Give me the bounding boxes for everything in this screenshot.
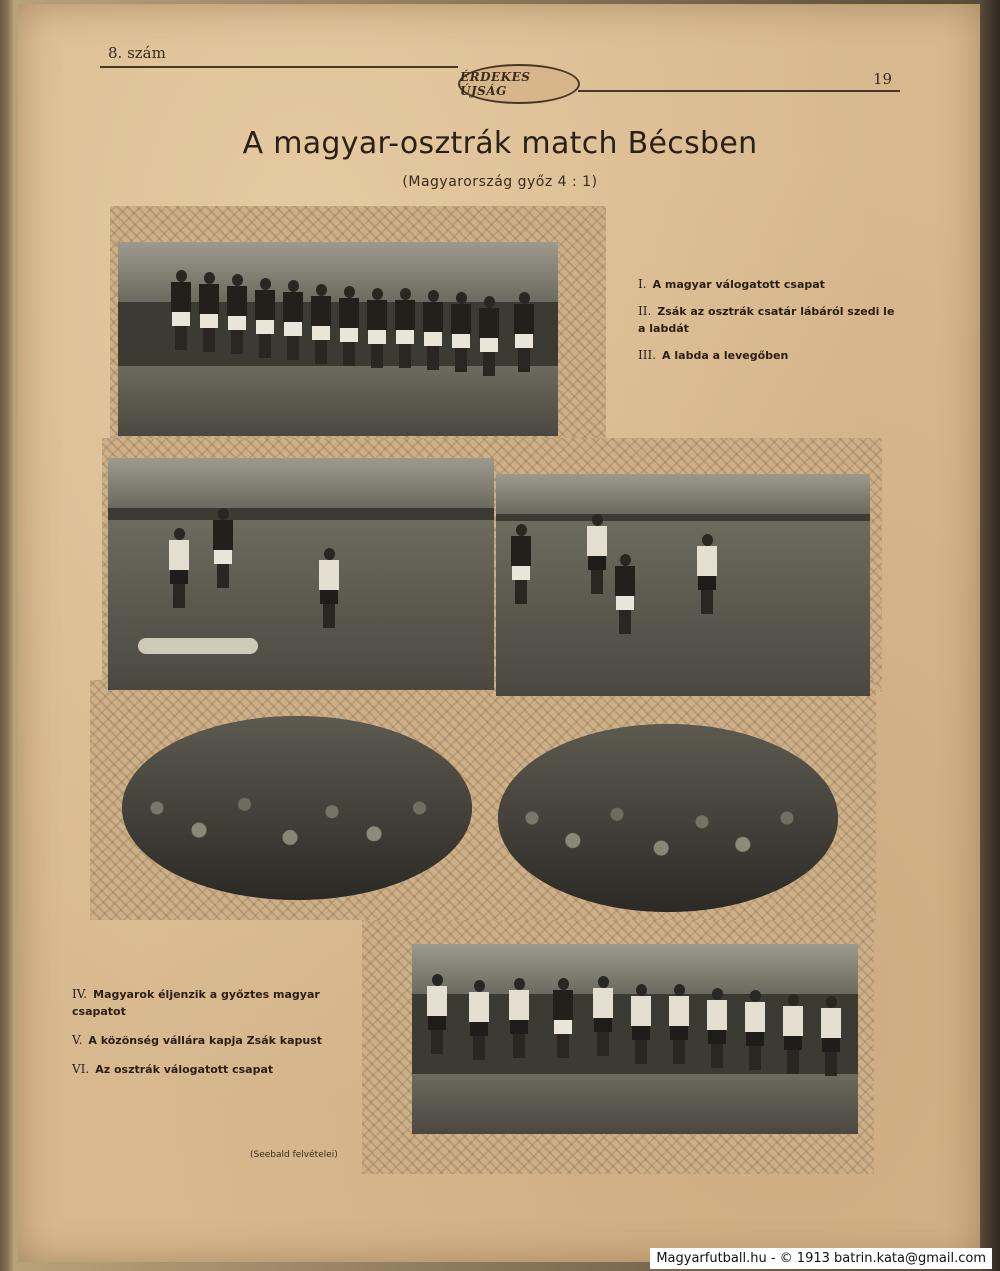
player-figure <box>168 528 190 608</box>
crowd-figures <box>122 716 472 900</box>
article-subtitle: (Magyarország győz 4 : 1) <box>402 174 598 190</box>
player-figure <box>282 280 304 360</box>
photo-austrian-team <box>412 944 858 1134</box>
player-figure <box>696 534 718 614</box>
player-figure <box>366 288 388 368</box>
player-figure <box>338 286 360 366</box>
photo-oval-fans-cheering <box>122 716 472 900</box>
caption-number: I. <box>638 277 647 291</box>
photo-sky <box>496 474 870 514</box>
player-figure <box>668 984 690 1064</box>
photo-hungarian-team <box>118 242 558 436</box>
caption-number: II. <box>638 304 652 318</box>
site-watermark: Magyarfutball.hu - © 1913 batrin.kata@gmail.com <box>650 1248 992 1269</box>
magazine-logo <box>458 64 580 104</box>
article-title: A magyar-osztrák match Bécsben <box>242 126 758 161</box>
photo-credit: (Seebald felvételei) <box>250 1150 338 1160</box>
player-figure <box>170 270 192 350</box>
goalkeeper-figure <box>318 548 346 628</box>
player-figure <box>198 272 220 352</box>
caption-list-top <box>638 276 898 364</box>
page-number: 19 <box>873 70 893 88</box>
player-figure <box>310 284 332 364</box>
caption-text: Az osztrák válogatott csapat <box>95 1063 274 1076</box>
player-figure <box>254 278 276 358</box>
caption-text: Magyarok éljenzik a győztes magyar csapatot <box>72 988 320 1018</box>
player-figure <box>226 274 248 354</box>
player-figure <box>212 508 234 588</box>
player-figure <box>586 514 608 594</box>
logo-text: ÉRDEKES ÚJSÁG <box>460 70 531 98</box>
photo-zsak-saves <box>108 458 494 690</box>
player-figure <box>592 976 614 1056</box>
player-figure <box>614 554 644 634</box>
player-figure <box>422 290 444 370</box>
caption-item <box>72 986 362 1020</box>
caption-text: Zsák az osztrák csatár lábáról szedi le a labdát <box>638 305 895 335</box>
caption-text: A magyar válogatott csapat <box>652 278 825 291</box>
player-figure <box>426 974 456 1054</box>
player-figure <box>706 988 728 1068</box>
photo-ground <box>108 520 494 690</box>
caption-text: A közönség vállára kapja Zsák kapust <box>88 1034 323 1047</box>
photo-ground <box>412 1074 858 1134</box>
caption-item <box>72 1061 362 1078</box>
player-figure <box>468 980 490 1060</box>
caption-number: IV. <box>72 987 88 1001</box>
player-figure <box>513 292 535 372</box>
header-rule-left <box>100 66 458 68</box>
magazine-page <box>18 4 980 1262</box>
player-figure <box>394 288 416 368</box>
photo-ground <box>496 521 870 696</box>
player-figure <box>508 978 530 1058</box>
fallen-player-figure <box>138 638 258 654</box>
photo-ground <box>118 366 558 436</box>
caption-item <box>638 276 898 293</box>
crowd-figures <box>498 724 838 912</box>
issue-number: 8. szám <box>108 44 166 62</box>
caption-item <box>638 303 898 337</box>
player-figure <box>478 296 500 376</box>
player-figure <box>782 994 804 1074</box>
caption-text: A labda a levegőben <box>662 349 789 362</box>
player-figure <box>744 990 766 1070</box>
photo-sky <box>108 458 494 508</box>
caption-item <box>638 347 898 364</box>
player-figure <box>510 524 532 604</box>
player-figure <box>450 292 472 372</box>
caption-item <box>72 1032 362 1049</box>
header-rule-right <box>578 90 900 92</box>
photo-ball-in-air <box>496 474 870 696</box>
caption-number: V. <box>72 1033 83 1047</box>
goalkeeper-figure <box>552 978 574 1058</box>
caption-list-bottom <box>72 986 362 1078</box>
caption-number: VI. <box>72 1062 90 1076</box>
player-figure <box>820 996 842 1076</box>
caption-number: III. <box>638 348 657 362</box>
photo-oval-crowd-lifts-zsak <box>498 724 838 912</box>
player-figure <box>630 984 652 1064</box>
